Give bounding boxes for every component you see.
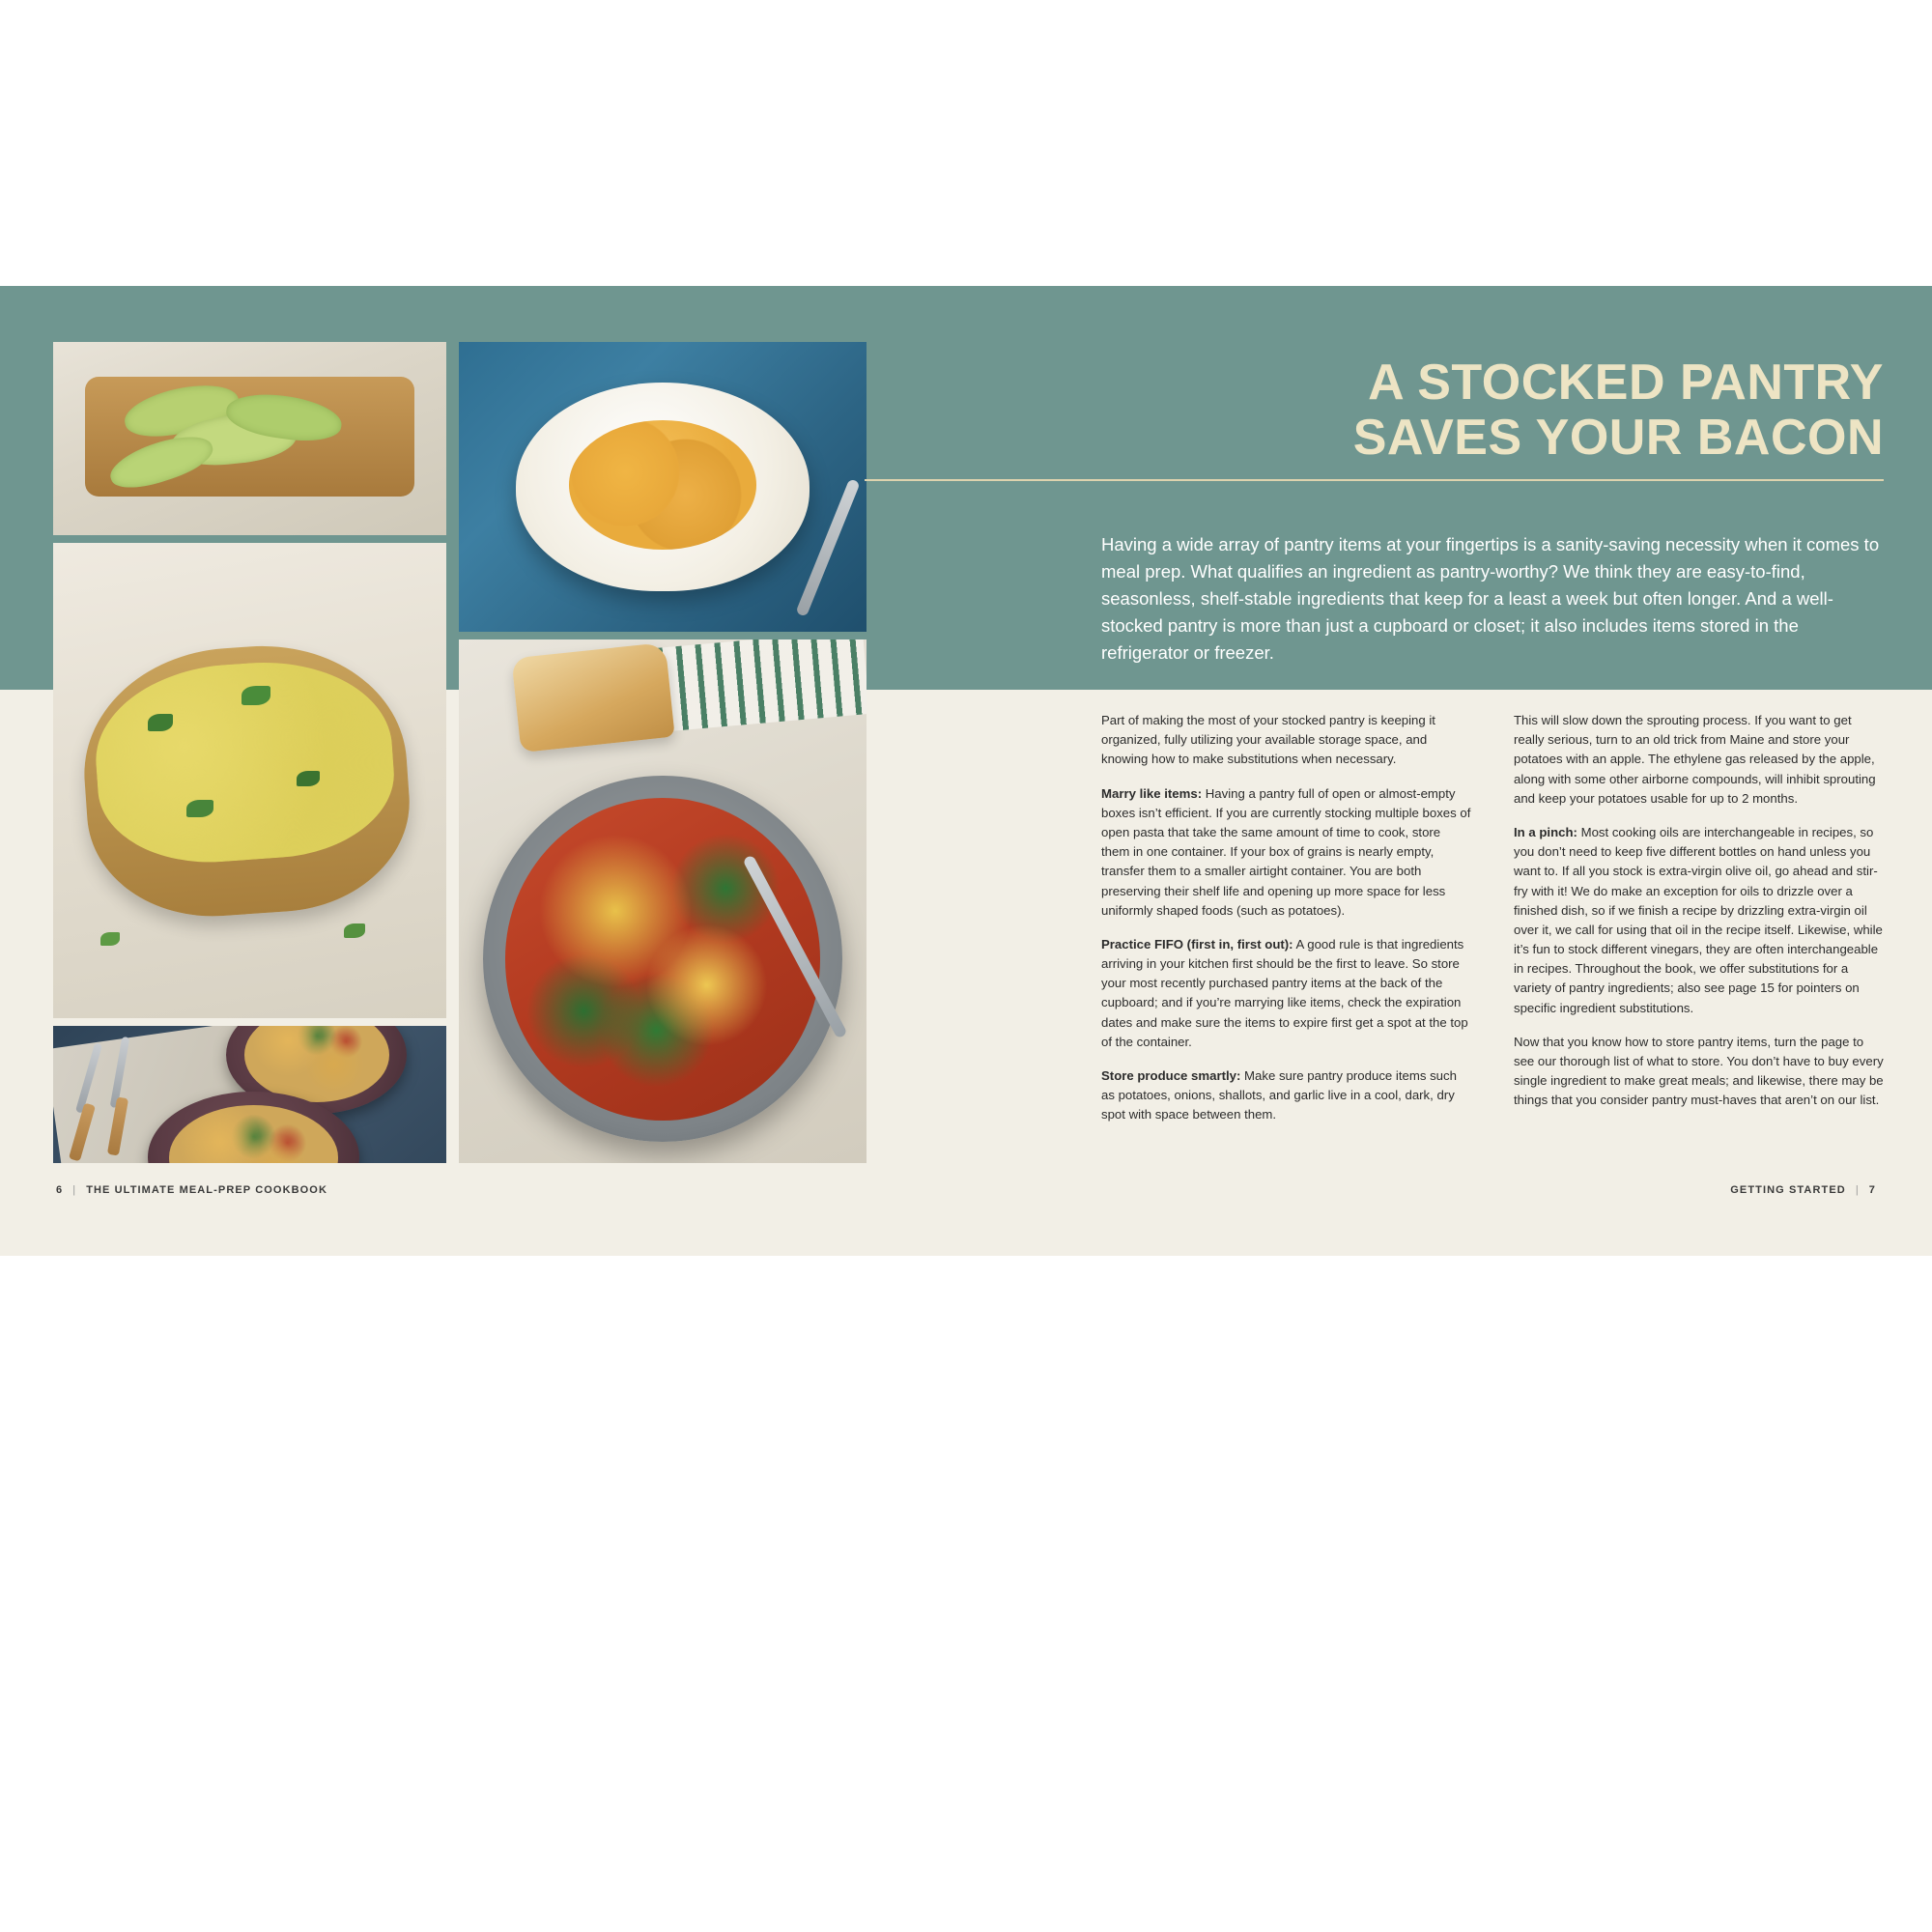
shakshuka-skillet-photo bbox=[459, 639, 867, 1163]
intro-paragraph: Having a wide array of pantry items at your fingertips is a sanity-saving necessity when it comes to meal prep. What qualifies an ingredient as pantry-worthy? We think they are easy-to-find, seasonless, shelf-stable ingredients that keep for a least a week but often longer. And a well-stocked pantry is more than just a cupboard or closet; it also includes items stored in the refrigerator or freezer. bbox=[1101, 533, 1880, 663]
headline-line-2: SAVES YOUR BACON bbox=[1352, 410, 1884, 467]
paragraph bbox=[1514, 823, 1884, 1018]
paragraph-text: Now that you know how to store pantry items, turn the page to see our thorough list of what to store. You don’t have to buy every single ingredient to make great meals; and likewise, there may be things that you consider pantry must-haves that aren’t on our list. bbox=[1514, 1034, 1884, 1108]
paragraph bbox=[1101, 711, 1471, 770]
right-page-number: 7 bbox=[1868, 1184, 1876, 1196]
avocado-toast-photo bbox=[53, 342, 446, 535]
skillet-shape bbox=[483, 776, 841, 1142]
mac-bowl-shape bbox=[516, 383, 810, 591]
left-page-footer bbox=[56, 1184, 327, 1196]
paragraph-lead: Practice FIFO (first in, first out): bbox=[1101, 936, 1293, 952]
book-title: THE ULTIMATE MEAL-PREP COOKBOOK bbox=[86, 1184, 328, 1196]
paragraph-text: Part of making the most of your stocked pantry is keeping it organized, fully utilizing your available storage space, and knowing how to make substitutions when necessary. bbox=[1101, 713, 1435, 767]
body-columns bbox=[1101, 711, 1884, 1140]
paragraph bbox=[1514, 711, 1884, 809]
right-page-footer bbox=[1730, 1184, 1876, 1196]
footer-separator: | bbox=[1855, 1184, 1860, 1196]
book-spread bbox=[0, 286, 1932, 1256]
grain-bowls-photo bbox=[53, 1026, 446, 1163]
paragraph-text: Most cooking oils are interchangeable in recipes, so you don’t need to keep five different bottles on hand unless you want to. If all you stock is extra-virgin olive oil, go ahead and stir-fry with it! We do make an exception for oils to drizzle over a finished dish, so if we finish a recipe by drizzling extra-virgin oil over it, we call for using that oil in the recipe itself. Likewise, while it’s fun to stock different vinegars, they are often interchangeable in recipes. Throughout the book, we offer substitutions for a variety of pantry ingredients; also see page 15 for pointers on specific ingredient substitutions. bbox=[1514, 824, 1883, 1015]
paragraph-text: A good rule is that ingredients arriving in your kitchen first should be the first to leave. So store your most recently purchased pantry items at the back of the cupboard; and if you’re marrying like items, check the expiration dates and make sure the items to expire first get a spot at the top of the container. bbox=[1101, 936, 1468, 1049]
paragraph bbox=[1101, 935, 1471, 1052]
body-column-right bbox=[1514, 711, 1884, 1140]
paragraph bbox=[1514, 1033, 1884, 1111]
body-column-left bbox=[1101, 711, 1471, 1140]
paragraph-text: Make sure pantry produce items such as potatoes, onions, shallots, and garlic live in a cool, dark, dry spot with space between them. bbox=[1101, 1068, 1457, 1122]
footer-separator: | bbox=[72, 1184, 77, 1196]
headline-line-1: A STOCKED PANTRY bbox=[1368, 355, 1884, 411]
paragraph-lead: In a pinch: bbox=[1514, 824, 1577, 839]
headline-block bbox=[1101, 355, 1884, 466]
photo-grid bbox=[53, 342, 867, 1163]
smashed-chickpea-toast-photo bbox=[53, 543, 446, 1018]
paragraph bbox=[1101, 1066, 1471, 1125]
headline-divider bbox=[865, 479, 1884, 481]
section-title: GETTING STARTED bbox=[1730, 1184, 1846, 1196]
paragraph bbox=[1101, 784, 1471, 921]
paragraph-text: This will slow down the sprouting process. If you want to get really serious, turn to an old trick from Maine and store your potatoes with an apple. The ethylene gas released by the apple, along with some other airborne compounds, will inhibit sprouting and keep your potatoes usable for up to 2 months. bbox=[1514, 713, 1876, 806]
paragraph-lead: Store produce smartly: bbox=[1101, 1068, 1241, 1083]
mac-and-cheese-photo bbox=[459, 342, 867, 632]
page-title bbox=[1101, 355, 1884, 466]
left-page-number: 6 bbox=[56, 1184, 64, 1196]
paragraph-text: Having a pantry full of open or almost-empty boxes isn’t efficient. If you are currently stocking multiple boxes of open pasta that take the same amount of time to cook, store them in one container. If your box of grains is nearly empty, transfer them to a smaller airtight container. You are both preserving their shelf life and opening up more space for less uniformly shaped foods (such as potatoes). bbox=[1101, 785, 1471, 918]
paragraph-lead: Marry like items: bbox=[1101, 785, 1203, 801]
